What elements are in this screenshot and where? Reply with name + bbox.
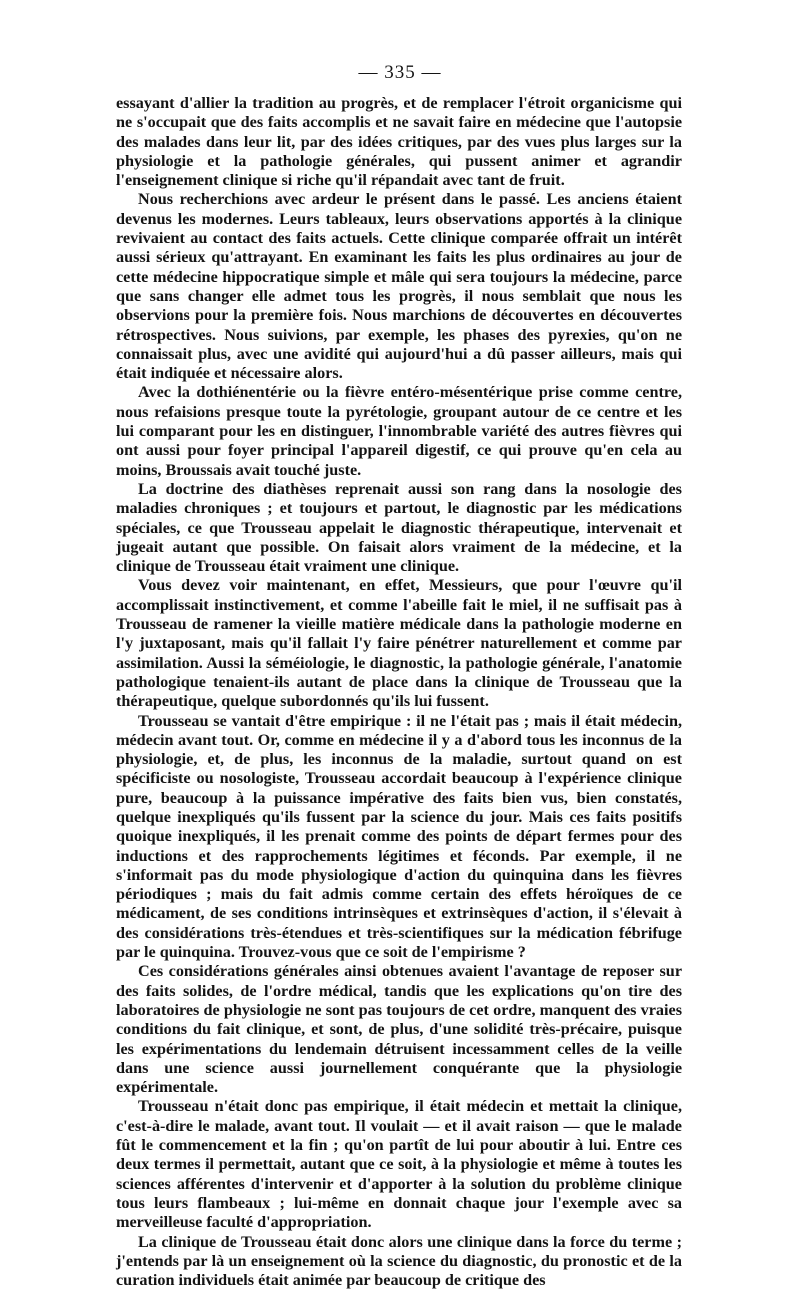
paragraph-7: Ces considérations générales ainsi obtenues avaient l'avantage de reposer sur des faits solides, de l'ordre médical, tandis que les explications qu'on tire des laboratoires de physiologie ne sont pas toujours de cet ordre, manquent des vraies conditions du fait clinique, et sont, de plus, d'une solidité très-précaire, puisque les expérimentations du lendemain détruisent incessamment celles de la veille dans une science aussi journellement conquérante que la physiologie expérimentale. (116, 962, 682, 1097)
paragraph-6: Trousseau se vantait d'être empirique : il ne l'était pas ; mais il était médecin, médecin avant tout. Or, comme en médecine il y a d'abord tous les inconnus de la physiologie, et, de plus, les inconnus de la maladie, surtout quand on est spécificiste ou nosologiste, Trousseau accordait beaucoup à l'expérience clinique pure, beaucoup à la puissance impérative des faits bien vus, bien constatés, quelque inexpliqués qu'ils fussent par la science du jour. Mais ces faits positifs quoique inexpliqués, il les prenait comme des points de départ fermes pour des inductions et des rapprochements légitimes et féconds. Par exemple, il ne s'informait pas du mode physiologique d'action du quinquina dans les fièvres périodiques ; mais du fait admis comme certain des effets héroïques de ce médicament, de ses conditions intrinsèques et extrinsèques d'action, il s'élevait à des considérations très-étendues et très-scientifiques sur la médication fébrifuge par le quinquina. Trouvez-vous que ce soit de l'empirisme ? (116, 711, 682, 962)
paragraph-1: essayant d'allier la tradition au progrès, et de remplacer l'étroit organicisme qui ne s'occupait que des faits accomplis et ne savait faire en médecine que l'autopsie des malades dans leur lit, par des idées critiques, par des vues plus larges sur la physiologie et la pathologie générales, qui pussent animer et agrandir l'enseignement clinique si riche qu'il répandait avec tant de fruit. (116, 94, 682, 190)
paragraph-4: La doctrine des diathèses reprenait aussi son rang dans la nosologie des maladies chroniques ; et toujours et partout, le diagnostic par les médications spéciales, ce que Trousseau appelait le diagnostic thérapeutique, intervenait et jugeait autant que possible. On faisait alors vraiment de la médecine, et la clinique de Trousseau était vraiment une clinique. (116, 479, 682, 576)
paragraph-9: La clinique de Trousseau était donc alors une clinique dans la force du terme ; j'entends par là un enseignement où la science du diagnostic, du pronostic et de la curation individuels était animée par beaucoup de critique des (116, 1232, 682, 1290)
paragraph-8: Trousseau n'était donc pas empirique, il était médecin et mettait la clinique, c'est-à-dire le malade, avant tout. Il voulait — et il avait raison — que le malade fût le commencement et la fin ; qu'on partît de lui pour aboutir à lui. Entre ces deux termes il permettait, autant que ce soit, à la physiologie et même à toutes les sciences afférentes d'intervenir et d'apporter à la solution du problème clinique tous leurs flambeaux ; lui-même en donnait chaque jour l'exemple avec sa merveilleuse faculté d'appropriation. (116, 1097, 682, 1232)
page-body (116, 94, 682, 1290)
paragraph-3: Avec la dothiénentérie ou la fièvre entéro-mésentérique prise comme centre, nous refaisions presque toute la pyrétologie, groupant autour de ce centre et les lui comparant pour les en distinguer, l'innombrable variété des autres fièvres qui ont aussi pour foyer principal l'appareil digestif, ce qui prouve qu'en cela au moins, Broussais avait touché juste. (116, 383, 682, 479)
paragraph-2: Nous recherchions avec ardeur le présent dans le passé. Les anciens étaient devenus les modernes. Leurs tableaux, leurs observations apportés à la clinique revivaient au contact des faits actuels. Cette clinique comparée offrait un intérêt aussi sérieux qu'attrayant. En examinant les faits les plus ordinaires au jour de cette médecine hippocratique simple et mâle qui sera toujours la médecine, parce que sans changer elle admet tous les progrès, il nous semblait que nous les observions pour la première fois. Nous marchions de découvertes en découvertes rétrospectives. Nous suivions, par exemple, les phases des pyrexies, qu'on ne connaissait plus, avec une avidité qui aujourd'hui a dû passer ailleurs, mais qui était indiquée et nécessaire alors. (116, 190, 682, 383)
paragraph-5: Vous devez voir maintenant, en effet, Messieurs, que pour l'œuvre qu'il accomplissait instinctivement, et comme l'abeille fait le miel, il ne suffisait pas à Trousseau de ramener la vieille matière médicale dans la pathologie moderne en l'y juxtaposant, mais qu'il fallait l'y faire pénétrer naturellement et comme par assimilation. Aussi la séméiologie, le diagnostic, la pathologie générale, l'anatomie pathologique tenaient-ils autant de place dans la clinique de Trousseau que la thérapeutique, quelque subordonnés qu'ils lui fussent. (116, 576, 682, 711)
page-number: — 335 — (358, 62, 442, 83)
